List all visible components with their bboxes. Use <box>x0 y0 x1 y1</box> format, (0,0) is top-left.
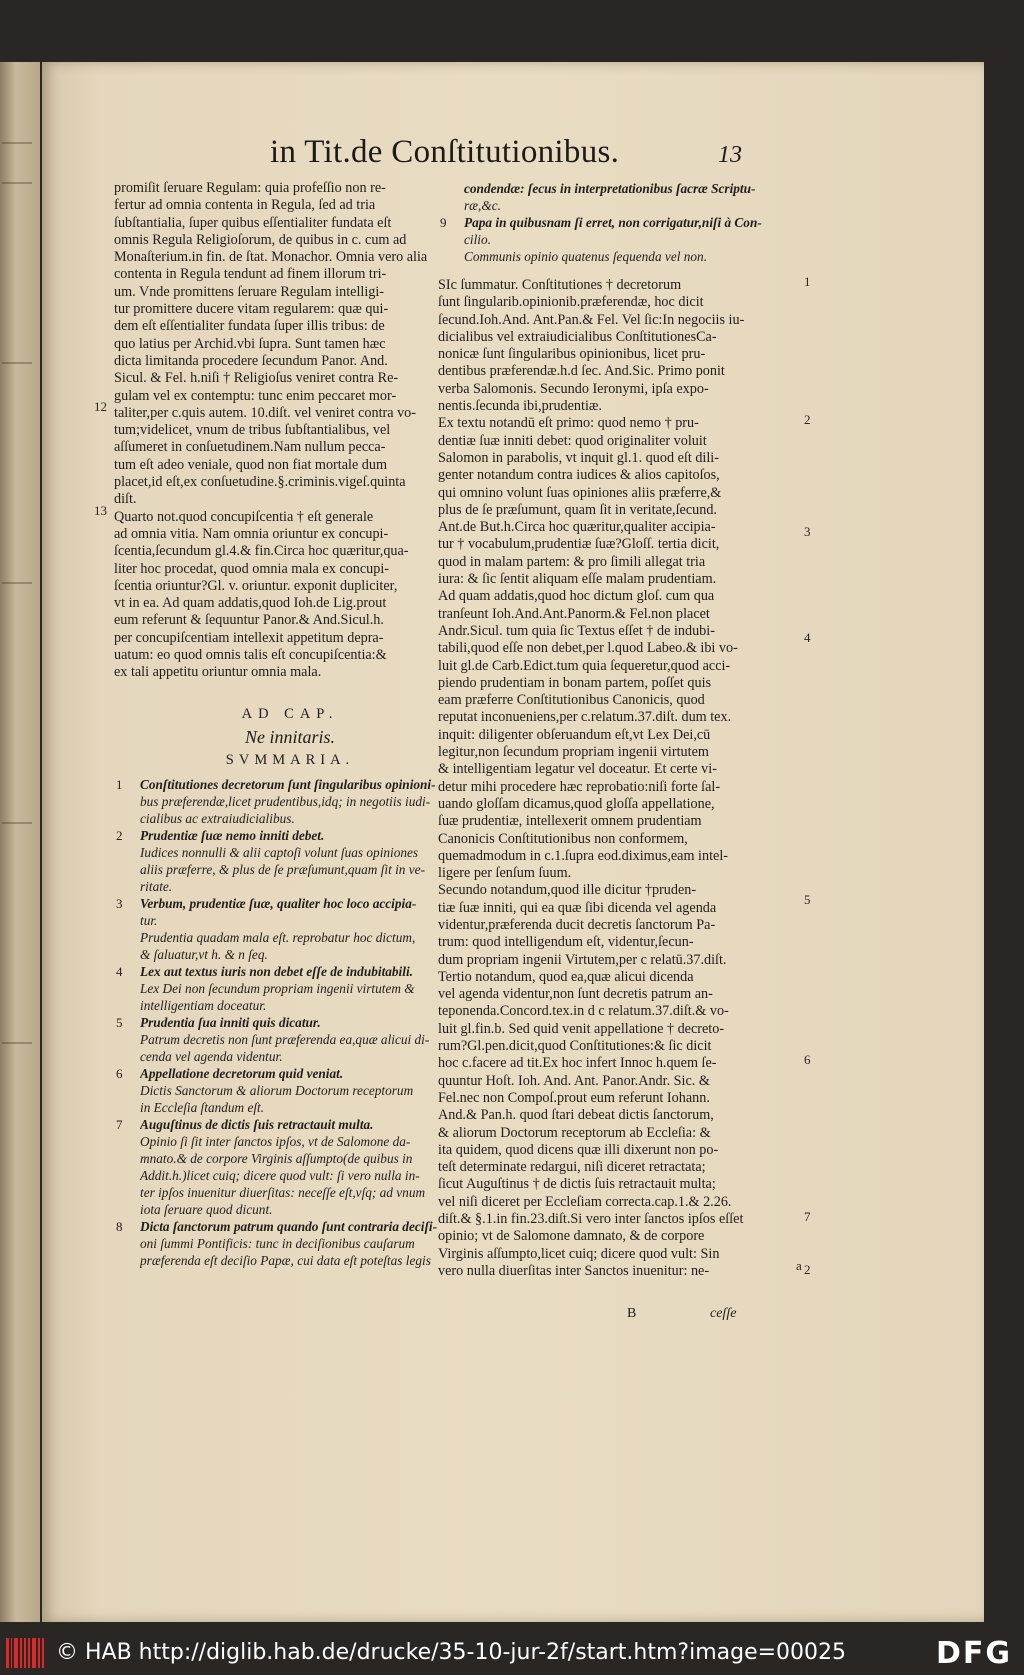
summary-item <box>438 214 798 265</box>
summary-number: 4 <box>116 963 123 979</box>
book-page <box>42 62 984 1622</box>
text-line: SIc ſummatur. Conſtitutiones † decretorum <box>438 277 682 293</box>
summaria-list <box>114 776 466 1269</box>
text-line: Secundo notandum,quod ille dicitur †pruden- <box>438 882 697 899</box>
text-line: Virginis aſſumpto,licet cuiq; dicere quod vult: Sin <box>438 1245 720 1262</box>
summary-line: in Eccleſia ſtandum eſt. <box>140 1099 265 1115</box>
summary-number: 6 <box>116 1065 123 1081</box>
text-line: nonicæ ſunt ſingularibus opinionibus, licet pru- <box>438 346 706 363</box>
text-line: luit gl.fin.b. Sed quid venit appellatione † decreto- <box>438 1020 725 1037</box>
text-line: Quarto not.quod concupiſcentia † eſt generale <box>114 508 374 525</box>
text-line: aſſumeret in conſuetudinem.Nam nullum pecca- <box>114 439 386 456</box>
text-line: quemadmodum in c.1.ſupra eod.diximus,eam intel- <box>438 847 728 864</box>
left-column <box>114 180 466 1269</box>
text-line: dicta limitanda procedere ſecundum Panor. And. <box>114 352 388 369</box>
summary-item <box>114 827 466 895</box>
summary-number: 3 <box>116 895 123 911</box>
text-line: Tertio notandum, quod ea,quæ alicui dicenda <box>438 968 694 985</box>
text-line: ita quidem, quod dicens quæ illi dixerunt non po- <box>438 1141 719 1158</box>
text-line: teſt determinate redargui, niſi diceret retractata; <box>438 1159 706 1176</box>
margin-number: 6 <box>804 1052 811 1067</box>
summary-line: Appellatione decretorum quid veniat. <box>140 1065 344 1081</box>
summary-item <box>114 1065 466 1116</box>
text-line: dentiæ ſuæ inniti debet: quod originaliter voluit <box>438 432 707 449</box>
text-line: ad omnia vitia. Nam omnia oriuntur ex concupi- <box>114 525 389 542</box>
copyright-link[interactable]: © HAB http://diglib.hab.de/drucke/35-10-jur-2f/start.htm?image=00025 <box>56 1640 847 1665</box>
dfg-logo: DFG <box>935 1636 1012 1671</box>
right-body-text <box>438 277 798 1280</box>
text-line: legitur,non ſecundum propriam ingenii virtutem <box>438 744 709 761</box>
summary-item <box>114 1116 466 1218</box>
text-line: nentis.ſecunda ibi,prudentiæ. <box>438 398 602 415</box>
text-line: ligere per ſenſum ſuum. <box>438 865 572 882</box>
summary-line: tur. <box>140 912 158 928</box>
summary-item <box>114 963 466 1014</box>
text-line: diſt. <box>114 491 137 508</box>
text-line: dem eſt eſſentialiter fundata ſuper illis tribus: de <box>114 318 385 335</box>
summary-line: Opinio ſi ſit inter ſanctos ipſos, vt de Salomone da- <box>140 1133 411 1149</box>
text-line: piendo prudentiam in bonam partem, poſſet quis <box>438 674 712 691</box>
text-line: hoc c.facere ad tit.Ex hoc infert Innoc h.quem ſe- <box>438 1055 717 1072</box>
text-line: Fel.nec non Compoſ.prout eum referunt Iohann. <box>438 1089 710 1106</box>
text-line: dentibus præferendæ.h.d ſec. And.Sic. Primo ponit <box>438 363 725 380</box>
summary-line: Communis opinio quatenus ſequenda vel non. <box>464 249 708 264</box>
text-line: tur † vocabulum,prudentiæ ſuæ?Gloſſ. tertia dicit, <box>438 536 720 553</box>
margin-number: 1 <box>804 274 811 289</box>
summary-line: condendæ: ſecus in interpretationibus ſacræ Scriptu- <box>464 181 756 196</box>
summary-line: oni ſummi Pontificis: tunc in deciſionibus cauſarum <box>140 1235 415 1251</box>
summary-line: bus præferendæ,licet prudentibus,idq; in negotiis iudi- <box>140 793 431 809</box>
summary-line: Addit.h.)licet cuiq; dicere quod vult: ſi vero nulla in- <box>140 1167 420 1183</box>
text-line: tur promittere ducere vitam regularem: quæ qui- <box>114 301 389 318</box>
text-line: Salomon in parabolis, vt inquit gl.1. quod eſt dili- <box>438 449 719 466</box>
summary-line: Conſtitutiones decretorum ſunt ſingularibus opinioni- <box>140 776 436 792</box>
text-line: ſunt ſingularib.opinionib.præferendæ, hoc dicit <box>438 294 704 311</box>
summary-line: intelligentiam doceatur. <box>140 997 267 1013</box>
summaria-heading: SVMMARIA. <box>225 752 355 769</box>
text-line: uatum: eo quod omnis talis eſt concupiſcentia:& <box>114 647 387 664</box>
catchword: ceſſe <box>710 1306 737 1321</box>
viewer-footer-bar <box>0 1630 1024 1675</box>
summary-line: Prudentia ſua inniti quis dicatur. <box>140 1014 321 1030</box>
summary-number: 2 <box>116 827 123 843</box>
summary-line: Lex aut textus iuris non debet eſſe de indubitabili. <box>140 963 413 979</box>
text-line: & aliorum Doctorum receptorum ab Eccleſia: & <box>438 1124 711 1141</box>
text-line: plus de ſe præſumunt, quam ſit in veritate,ſecund. <box>438 501 717 518</box>
text-line: eum referunt & ſequuntur Panor.& And.Sicul.h. <box>114 612 384 629</box>
summary-line: ritate. <box>140 878 173 894</box>
summary-number: 7 <box>116 1116 123 1132</box>
ad-cap-heading: AD CAP. <box>241 705 339 722</box>
summary-line: Verbum, prudentiæ ſuæ, qualiter hoc loco accipia- <box>140 895 417 911</box>
text-line: detur mihi procedere hæc reprobatio:niſi forte ſal- <box>438 778 721 795</box>
summary-number: 1 <box>116 776 123 792</box>
text-line: trum: quod intelligendum eſt, videntur,ſecun- <box>438 934 694 951</box>
text-line: omnis Regula Religioſorum, de quibus in c. cum ad <box>114 231 407 248</box>
text-line: liter hoc procedat, quod omnia mala ex concupi- <box>114 560 389 577</box>
summary-line: cenda vel agenda videntur. <box>140 1048 283 1064</box>
summary-line: ter ipſos inuenitur diuerſitas: neceſſe eſt,vſq; ad vnum <box>140 1184 426 1200</box>
summary-line: Lex Dei non ſecundum propriam ingenii virtutem & <box>140 980 415 996</box>
text-line: verba Salomonis. Secundo Ieronymi, ipſa expo- <box>438 380 709 397</box>
summary-number: 9 <box>440 215 447 230</box>
text-line: Canonicis Conſtitutionibus non conformem, <box>438 830 688 847</box>
previous-leaf-edge <box>0 62 40 1622</box>
text-line: vel agenda videntur,non ſunt decretis patrum an- <box>438 986 713 1003</box>
text-line: dum propriam ingenii Virtutem,per c relatū.37.diſt. <box>438 951 727 968</box>
summary-number: 5 <box>116 1014 123 1030</box>
text-line: ſecund.Ioh.And. Ant.Pan.& Fel. Vel ſic:In negociis iu- <box>438 311 745 328</box>
text-line: quod in malam partem: & pro ſimili allegat tria <box>438 553 706 570</box>
margin-number: 2 <box>804 1262 811 1277</box>
text-line: contenta in Regula tendunt ad finem illorum tri- <box>114 266 387 283</box>
summary-line: Dictis Sanctorum & aliorum Doctorum receptorum <box>140 1082 414 1098</box>
margin-number: 3 <box>804 524 811 539</box>
text-line: ex tali appetitu oriuntur omnia mala. <box>114 664 322 681</box>
text-line: tranſeunt Ioh.And.Ant.Panorm.& Fel.non placet <box>438 605 710 622</box>
summary-line: Prudentiæ ſuæ nemo inniti debet. <box>140 827 325 843</box>
text-line: And.& Pan.h. quod ſtari debeat dictis ſanctorum, <box>438 1107 714 1124</box>
text-line: diſt.& §.1.in fin.23.diſt.Si vero inter ſanctos ipſos eſſet <box>438 1211 744 1228</box>
summary-line: Prudentia quadam mala eſt. reprobatur hoc dictum, <box>140 929 416 945</box>
text-line: tiæ ſuæ inniti, qui ea quæ ſibi dicenda vel agenda <box>438 899 717 916</box>
text-line: promiſit ſeruare Regulam: quia profeſſio non re- <box>114 180 386 196</box>
text-line: Ad quam addatis,quod hoc dictum gloſ. cum qua <box>438 588 715 605</box>
text-line: qui omnino volunt ſuas opiniones aliis præferre,& <box>438 484 722 501</box>
margin-number: a <box>796 1258 802 1273</box>
text-line: vel niſi diceret per Eccleſiam correcta.cap.1.& 2.26. <box>438 1193 732 1210</box>
margin-number: 4 <box>804 630 811 645</box>
text-line: ſicut Auguſtinus † de dictis ſuis retractauit multa; <box>438 1176 716 1193</box>
summary-line: Patrum decretis non ſunt præferenda ea,quæ alicui di- <box>140 1031 430 1047</box>
text-line: genter notandum contra iudices & alios capitoſos, <box>438 467 720 484</box>
text-line: Sicul. & Fel. h.niſi † Religioſus veniret contra Re- <box>114 370 399 387</box>
text-line: eam præferre Conſtitutionibus Canonicis, quod <box>438 692 705 709</box>
text-line: gulam vel ex contemptu: tunc enim peccaret mor- <box>114 387 397 404</box>
text-line: per concupiſcentiam intellexit appetitum depra- <box>114 629 384 646</box>
text-line: rum?Gl.pen.dicit,quod Conſtitutiones:& ſic dicit <box>438 1038 712 1055</box>
text-line: vero nulla diuerſitas inter Sanctos inuenitur: ne- <box>438 1262 710 1279</box>
margin-number: 7 <box>804 1209 811 1224</box>
barcode-icon <box>6 1638 44 1668</box>
summary-item <box>114 1218 466 1269</box>
summary-item <box>114 776 466 827</box>
summary-line: cialibus ac extraiudicialibus. <box>140 810 295 826</box>
text-line: reputat inconueniens,per c.relatum.37.diſt. dum tex. <box>438 709 732 726</box>
summaria-continued <box>438 180 798 265</box>
page-number: 13 <box>718 142 742 168</box>
text-line: placet,id eſt,ex conſuetudine.§.criminis.vigeſ.quinta <box>114 474 406 491</box>
text-line: Ex textu notandū eſt primo: quod nemo † pru- <box>438 415 699 432</box>
chapter-incipit: Ne innitaris. <box>244 726 335 747</box>
text-line: ſcentia,ſecundum gl.4.& fin.Circa hoc quæritur,qua- <box>114 543 409 560</box>
text-line: luit gl.de Carb.Edict.tum quia ſequeretur,quod acci- <box>438 657 731 674</box>
text-line: & intelligentiam legatur vel doceatur. Et certe vi- <box>438 761 717 778</box>
summary-item <box>114 1014 466 1065</box>
text-line: tabili,quod eſſe non debet,per l.quod Labeo.& ibi vo- <box>438 640 738 657</box>
summary-item <box>114 895 466 963</box>
text-line: taliter,per c.quis autem. 10.diſt. vel veniret contra vo- <box>114 404 416 421</box>
text-line: ſubſtantialia, ſuper quibus eſſentialiter fundata eſt <box>114 214 392 231</box>
right-column <box>438 180 798 1280</box>
text-line: um. Vnde promittens ſeruare Regulam intelligi- <box>114 283 385 300</box>
summary-line: & ſaluatur,vt h. & n ſeq. <box>140 946 268 962</box>
left-body-text <box>114 180 466 682</box>
summary-line: cilio. <box>464 232 491 247</box>
text-line: Andr.Sicul. tum quia ſic Textus eſſet † de indubi- <box>438 622 715 639</box>
text-line: fertur ad omnia contenta in Regula, ſed ad tria <box>114 197 376 214</box>
summary-item <box>438 180 798 214</box>
text-line: dicialibus vel extraiudicialibus ConſtitutionesCa- <box>438 328 717 345</box>
text-line: uando gloſſam dicamus,quod gloſſa appellatione, <box>438 795 715 812</box>
text-line: quuntur Hoſt. Ioh. And. Ant. Panor.Andr. Sic. & <box>438 1072 710 1089</box>
text-line: ſcentia oriuntur?Gl. v. oriuntur. exponit dupliciter, <box>114 577 398 594</box>
summary-line: mnato.& de corpore Virginis aſſumpto(de quibus in <box>140 1150 413 1166</box>
text-line: Ant.de But.h.Circa hoc quæritur,qualiter accipia- <box>438 519 716 536</box>
summary-line: Dicta ſanctorum patrum quando ſunt contraria deciſi- <box>140 1218 437 1234</box>
text-line: videntur,præferenda ducit decretis ſanctorum Pa- <box>438 916 716 933</box>
signature-mark: B <box>627 1306 637 1321</box>
text-line: opinio; vt de Salomone damnato, & de corpore <box>438 1228 705 1245</box>
summary-line: præferenda eſt deciſio Papæ, cui data eſt poteſtas legis <box>140 1252 431 1268</box>
margin-number: 12 <box>94 399 107 414</box>
text-line: iura: & ſic ſentit aliquam eſſe malam prudentiam. <box>438 571 717 588</box>
text-line: inquit: diligenter obſeruandum eſt,vt Lex Dei,cū <box>438 726 711 743</box>
summary-number: 8 <box>116 1218 123 1234</box>
text-line: teponenda.Concord.tex.in d c relatum.37.diſt.& vo- <box>438 1003 729 1020</box>
text-line: vt in ea. Ad quam addatis,quod Ioh.de Lig.prout <box>114 595 387 612</box>
margin-number: 13 <box>94 503 107 518</box>
summary-line: iota ſeruare quod dicunt. <box>140 1201 273 1217</box>
summary-line: Iudices nonnulli & alii captoſi volunt ſuas opiniones <box>140 844 419 860</box>
text-line: tum eſt adeo veniale, quod non fiat mortale dum <box>114 456 388 473</box>
running-title: in Tit.de Conſtitutionibus. <box>270 134 620 170</box>
text-line: ſuæ prudentiæ, intellexerit omnem prudentiam <box>438 813 702 830</box>
margin-number: 2 <box>804 412 811 427</box>
summary-line: aliis præferre, & plus de ſe præſumunt,quam ſit in ve- <box>140 861 426 877</box>
text-line: Monaſterium.in fin. de ſtat. Monachor. Omnia vero alia <box>114 249 428 266</box>
margin-number: 5 <box>804 892 811 907</box>
summary-line: Papa in quibusnam ſi erret, non corrigatur,niſi à Con- <box>464 215 762 230</box>
summary-line: ræ,&c. <box>464 198 501 213</box>
text-line: quo latius per Archid.vbi ſupra. Sunt tamen hæc <box>114 335 386 352</box>
summary-line: Auguſtinus de dictis ſuis retractauit multa. <box>140 1116 374 1132</box>
text-line: tum;videlicet, vnum de tribus ſubſtantialibus, vel <box>114 422 391 439</box>
